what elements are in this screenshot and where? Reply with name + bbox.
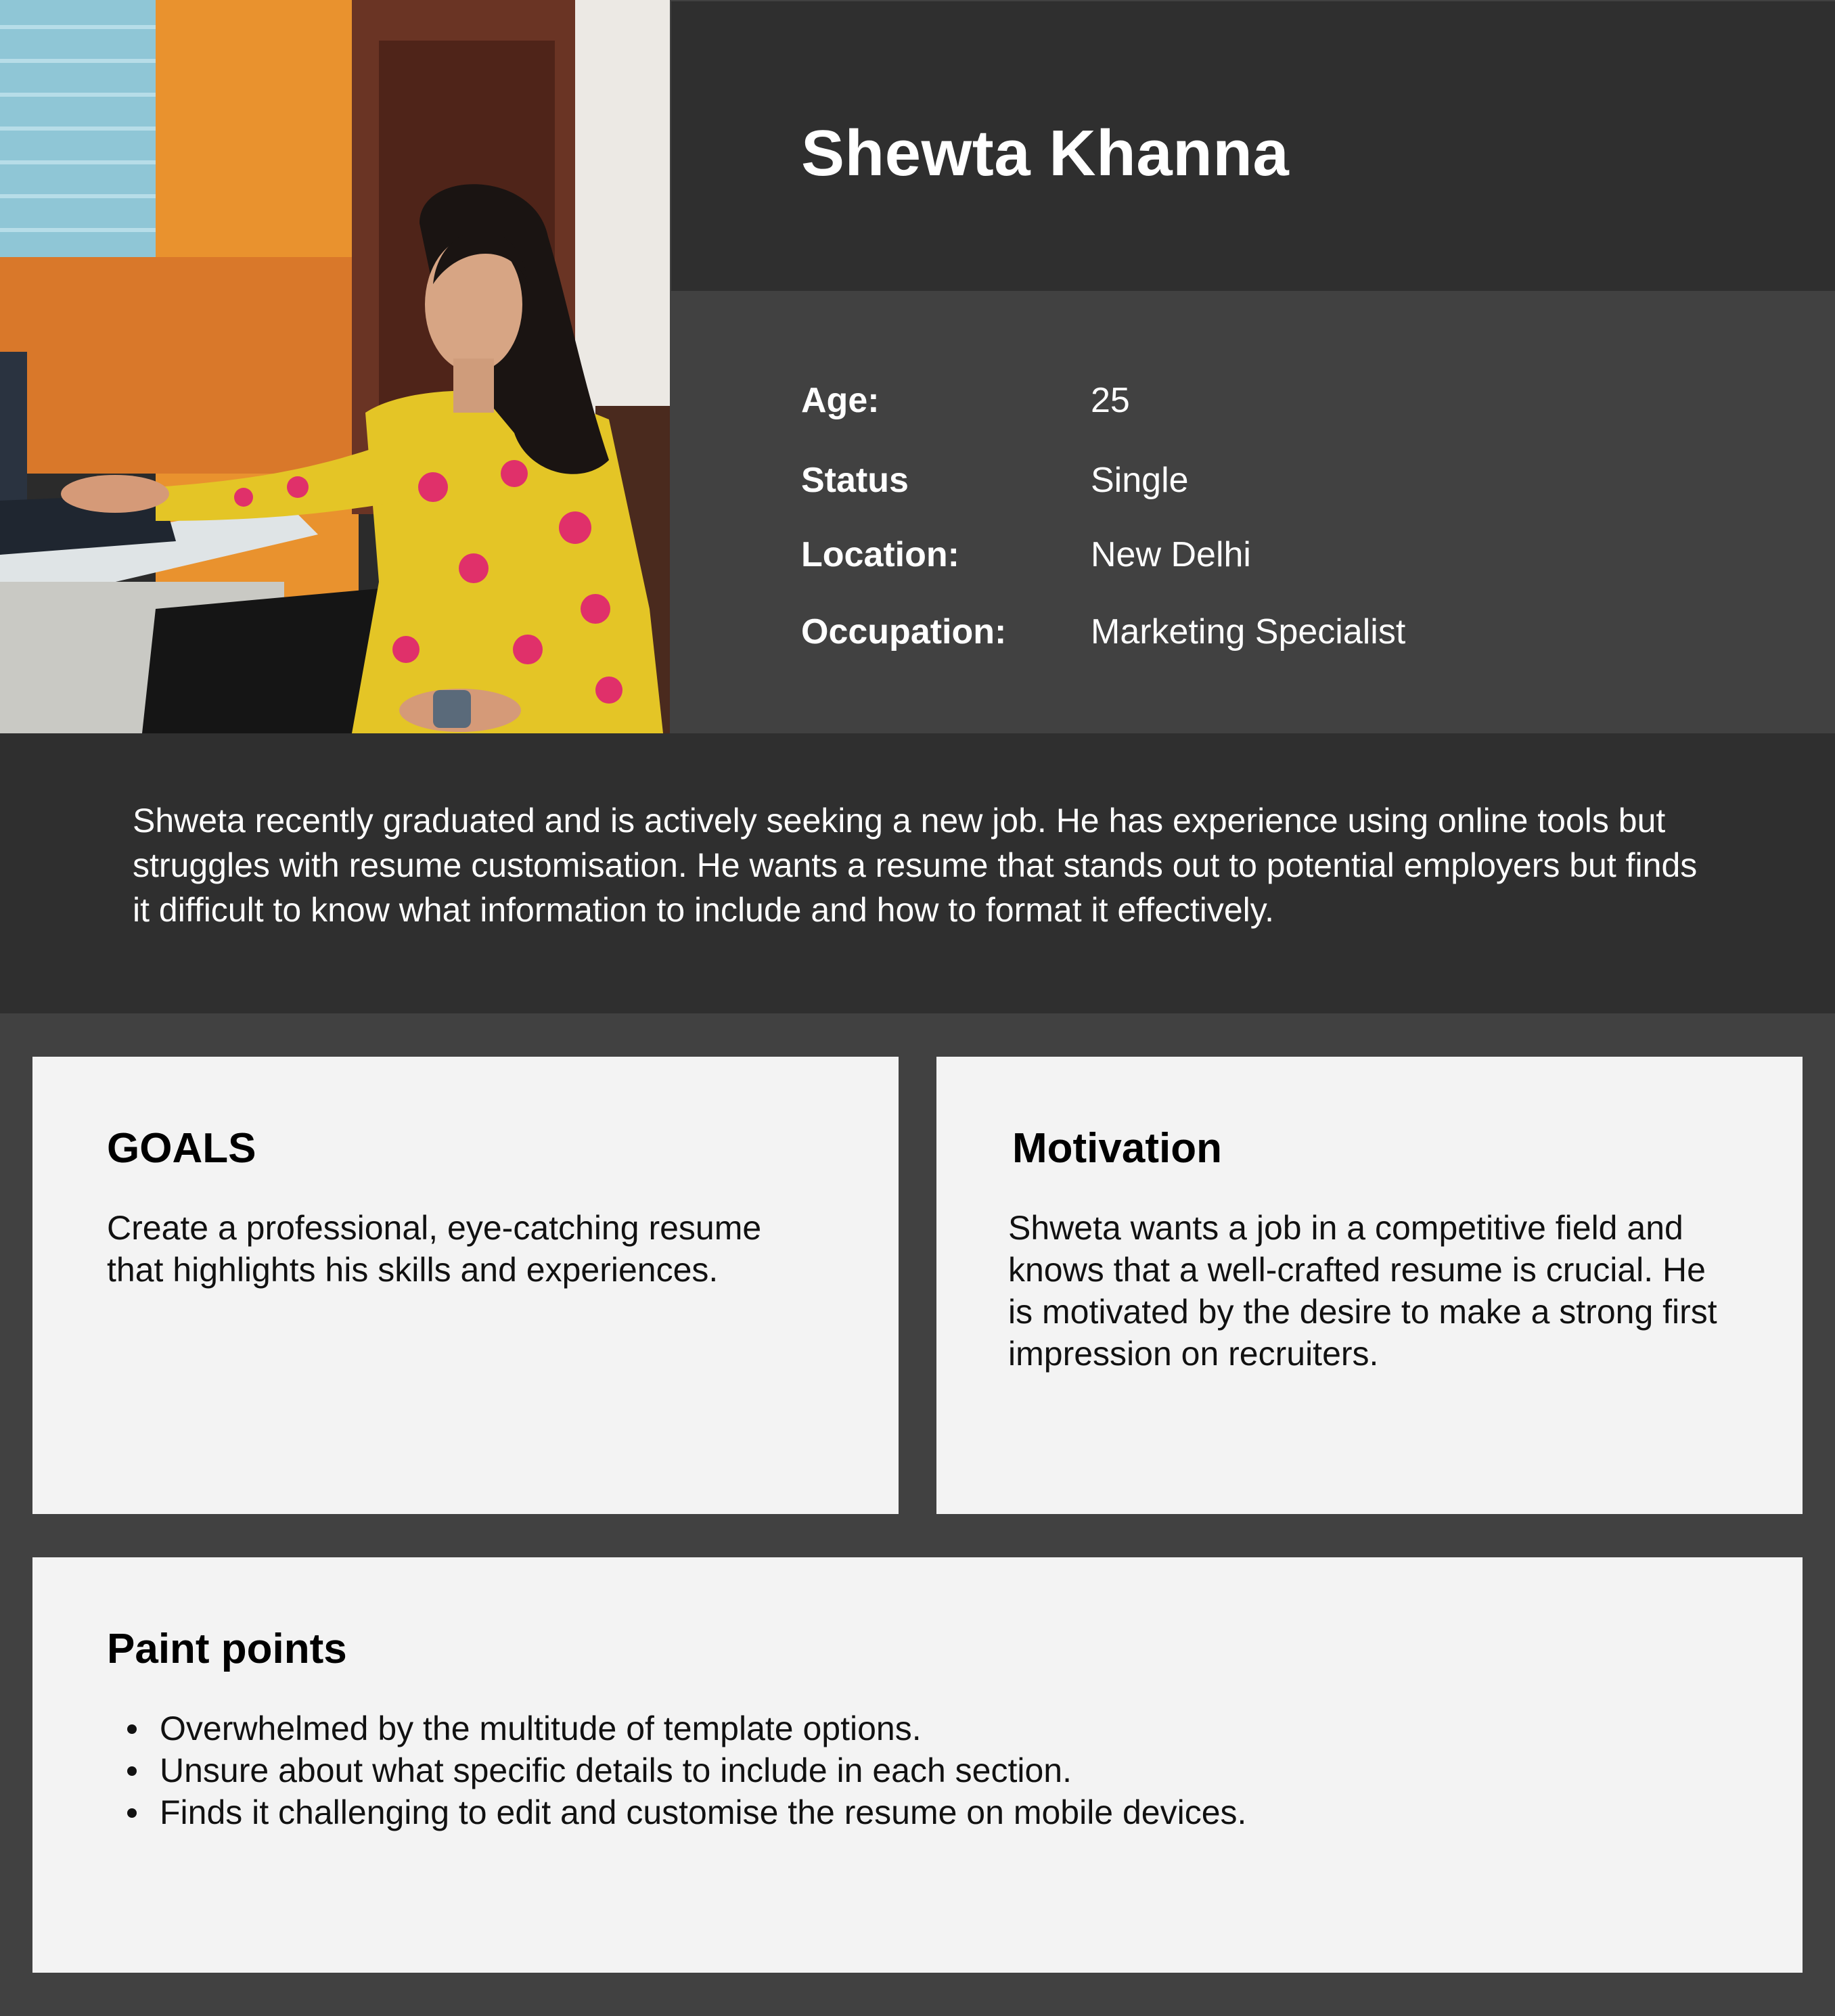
bullet-icon: [127, 1808, 137, 1818]
detail-label: Age:: [801, 381, 880, 420]
list-item: [107, 1791, 1663, 1833]
summary-text: Shweta recently graduated and is actively seeking a new job. He has experience using online tools but struggles with resume customisation. He wants a resume that stands out to potential employers but finds it difficult to know what information to include and how to format it effectively.: [133, 802, 1698, 929]
pain-points-list: [107, 1708, 1663, 1833]
detail-label: Occupation:: [801, 612, 1007, 651]
motivation-title: Motivation: [1012, 1125, 1222, 1172]
goals-text: Create a professional, eye-catching resume that highlights his skills and experiences.: [107, 1209, 762, 1289]
persona-details: [671, 291, 1835, 733]
persona-photo: [0, 0, 670, 733]
detail-value: Single: [1091, 461, 1189, 500]
pain-point-text: Overwhelmed by the multitude of template options.: [160, 1710, 922, 1747]
motivation-card: [936, 1057, 1803, 1514]
goals-card: [32, 1057, 899, 1514]
bullet-icon: [127, 1766, 137, 1776]
list-item: [107, 1708, 1663, 1749]
pain-point-text: Unsure about what specific details to include in each section.: [160, 1751, 1072, 1789]
detail-value: Marketing Specialist: [1091, 612, 1406, 651]
detail-label: Status: [801, 461, 909, 500]
motivation-text: Shweta wants a job in a competitive field and knows that a well-crafted resume is crucial. He is motivated by the desire to make a strong first impression on recruiters.: [1008, 1209, 1717, 1373]
goals-title: GOALS: [107, 1125, 256, 1172]
pain-points-card: [32, 1557, 1803, 1973]
persona-name: Shewta Khanna: [801, 117, 1290, 189]
name-header: [671, 1, 1835, 291]
detail-value: New Delhi: [1091, 535, 1251, 574]
list-item: [107, 1749, 1663, 1791]
pain-point-text: Finds it challenging to edit and customise the resume on mobile devices.: [160, 1793, 1247, 1831]
bullet-icon: [127, 1724, 137, 1734]
detail-value: 25: [1091, 381, 1130, 420]
persona-summary: [0, 733, 1835, 1013]
detail-label: Location:: [801, 535, 959, 574]
pain-points-title: Paint points: [107, 1626, 347, 1672]
